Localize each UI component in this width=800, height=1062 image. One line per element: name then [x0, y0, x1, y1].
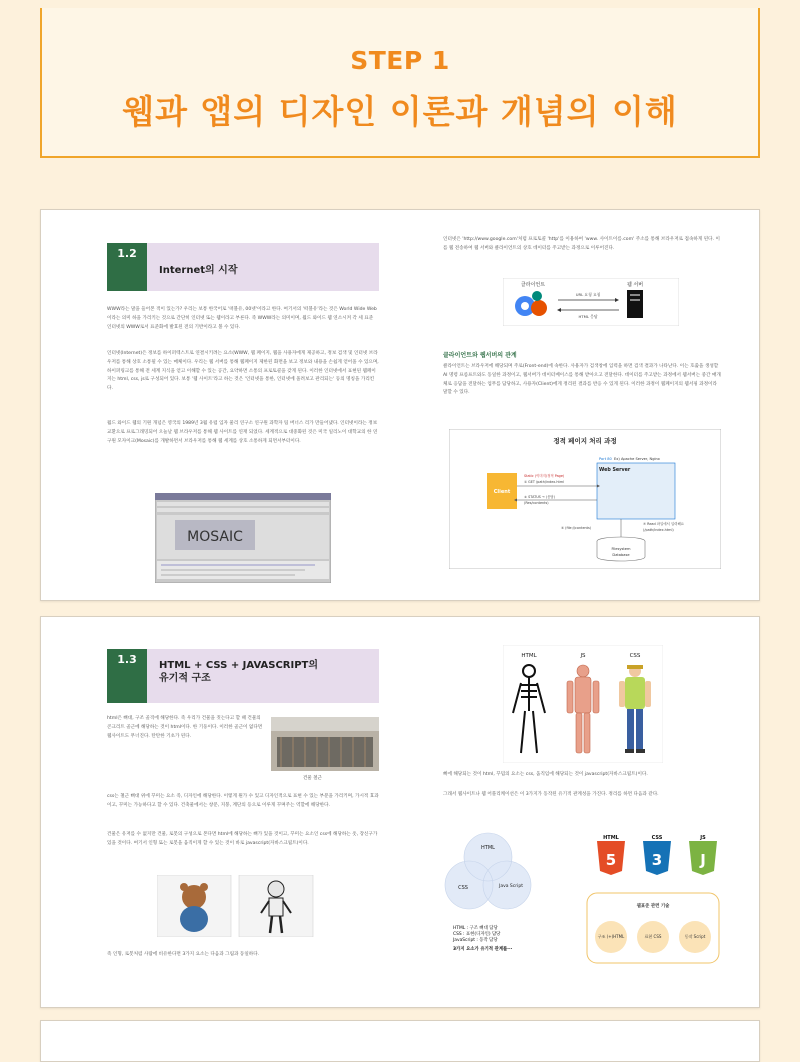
section-title: Internet의 시작: [159, 265, 238, 276]
svg-text:Filesystem: Filesystem: [611, 547, 631, 551]
firefox-icon: [531, 300, 547, 316]
section-number: 1.3: [107, 649, 147, 703]
svg-text:(/path/index.html): (/path/index.html): [643, 528, 674, 532]
server-label: 웹 서버: [626, 282, 644, 288]
svg-text:Port 80: Port 80: [599, 457, 612, 461]
step-header: [40, 8, 760, 158]
svg-text:Database: Database: [612, 553, 630, 557]
svg-text:HTML : 구조 뼈대 담당: HTML : 구조 뼈대 담당: [453, 926, 498, 931]
svg-text:HTML: HTML: [603, 835, 619, 841]
svg-text:Static (이미지/정적 Page): Static (이미지/정적 Page): [524, 474, 565, 478]
svg-text:(Res/contents): (Res/contents): [524, 501, 549, 505]
photo-caption: 건물 철근: [303, 776, 322, 781]
svg-text:Java Script: Java Script: [499, 884, 523, 889]
mosaic-logo-text: MOSAIC: [187, 529, 243, 545]
svg-text:② STATUS → (응답): ② STATUS → (응답): [524, 495, 556, 499]
doll-and-robot-photos: [157, 875, 317, 937]
edge-icon: [532, 291, 542, 301]
robot-icon: [268, 881, 284, 897]
book-spread-2: [40, 616, 760, 1008]
svg-text:JavaScript : 동작 담당: JavaScript : 동작 담당: [453, 938, 498, 943]
html-response-label: HTML 응답: [578, 314, 598, 319]
css3-logo: [643, 835, 671, 875]
svg-text:HTML: HTML: [521, 653, 537, 659]
mosaic-browser-screenshot: [155, 493, 331, 583]
section-title: HTML + CSS + JAVASCRIPT의 유기적 구조: [159, 660, 319, 684]
svg-text:JS: JS: [580, 653, 586, 659]
svg-text:구조 (+)HTML: 구조 (+)HTML: [597, 934, 625, 939]
section-header: [107, 649, 379, 703]
svg-text:③ (file://contents): ③ (file://contents): [561, 526, 592, 530]
svg-text:J: J: [700, 851, 706, 869]
book-spread-1: [40, 209, 760, 601]
static-page-diagram: [449, 429, 721, 569]
paragraph: 즉 인형, 로봇처럼 사람에 비유한다면 3가지 요소는 다음과 그림과 동일하다.: [107, 952, 260, 957]
svg-text:CSS : 표현(디자인) 담당: CSS : 표현(디자인) 담당: [453, 932, 501, 937]
web-standards-diagram: [443, 827, 723, 967]
svg-text:동작 Script: 동작 Script: [684, 934, 706, 939]
svg-text:5: 5: [605, 851, 617, 869]
js-logo: [689, 835, 717, 875]
page-title: 웹과 앱의 디자인 이론과 개념의 이해: [122, 92, 678, 131]
subheading: 클라이언트와 웹서버의 관계: [443, 352, 517, 359]
client-label: 클라이언트: [520, 282, 546, 288]
svg-text:⑦ Read 파일에서 입력해요: ⑦ Read 파일에서 입력해요: [643, 522, 684, 526]
svg-text:Ex) Apache Server, Nginx: Ex) Apache Server, Nginx: [614, 457, 660, 461]
html-js-css-figure: [503, 645, 663, 763]
url-request-label: URL 요청 요청: [575, 292, 601, 297]
svg-text:CSS: CSS: [651, 835, 663, 841]
svg-text:Client: Client: [493, 489, 511, 495]
svg-text:① GET /path/index.html: ① GET /path/index.html: [524, 480, 565, 484]
paragraph: 건물은 유저를 수 없지만 건물, 로봇의 구성으로 본다면 html에 해당하는 뼈가 있을 것이고, 꾸미는 요소인 css에 해당하는 옷, 장신구가 있을 것이다. 여기서 인형 또는 로봇을 움직이게 할 수 있는 것이 바로 javascript(자바스크립트)이다.: [107, 832, 378, 846]
paragraph: 인터넷(Internet)은 정보를 하이퍼텍스트로 연결시키려는 요소(WWW, 웹 페이지, 웹을 사용자에게 제공하고, 정보 검색 및 인터넷 브라우저를 통해 상호 소통될 수 있는 매체이다. 우리는 웹 서버를 통해 웹페이지 제한된 화면을 보고 정보와 내용을 손쉽게 얻어올 수 있으며, 하이퍼링크를 통해 전 세계 지식을 얻고 이해할 수 있는 공간, 요약하면 소통의 프로토콜을 갖게 된다. 이러한 인터넷에서 표현된 웹페이지는 html, css, js로 구성되어 있다. 보통 '웹 사이트'라고 하는 것은 '인터넷을 통한, 인터넷에 올려보고 관리되는' 등의 명칭을 가리킨다.: [107, 351, 379, 392]
svg-text:CSS: CSS: [458, 885, 468, 891]
paragraph: 뼈에 해당되는 것이 html, 꾸밈의 요소는 css, 움직임에 해당되는 것이 javascript(자바스크립트)이다.: [443, 772, 648, 777]
paragraph: WWW라는 말을 들어본 적이 있는가? 우리는 보통 한국어로 '떠블유, 00넷'이라고 한다. 여기서의 '떠블유'라는 것은 World Wide Web이라는 의미 하을 가리키는 것으로 간단히 인터넷 또는 웹이라고 부른다. 즉 WWW라는 의미이며, 월드 와이드 웹 연소시켜 각 세 표준 인터넷의 WWW로서 표준화에 발효된 전의 기반이라고 볼 수 있다.: [107, 307, 377, 330]
section-header: [107, 243, 379, 291]
svg-text:표현 CSS: 표현 CSS: [644, 934, 662, 939]
svg-text:CSS: CSS: [629, 653, 641, 659]
step-label: STEP 1: [350, 46, 450, 75]
paragraph: 인터넷은 'http://www.google.com'처럼 프로토콜 'http'를 이용하여 'www. 사이트이름.com' 주소를 통해 브라우저로 접속하게 된다. 이를 웹 전송하여 웹 서버와 클라이언트의 상호 데이터를 주고받는 과정으로 이루어진다.: [443, 237, 720, 251]
paragraph: css는 철근 뼈대 위에 꾸미는 요소 즉, 디자인에 해당한다. 이렇게 뭔가 수 있고 디자인적으로 표현 수 있는 부분을 가리키며, 가시적 효과이고, 꾸미는 가능하다고 할 수 있다. 건축물에서는 창문, 지붕, 계단의 등으로 이루게 꾸며주는 역할에 해당한다.: [107, 794, 379, 808]
book-spread-3: [40, 1020, 760, 1062]
svg-text:HTML: HTML: [481, 845, 495, 851]
svg-text:Web Server: Web Server: [599, 468, 631, 473]
paragraph: 월드 와이드 웹의 기원 개념은 영국의 1989년 3월 유럽 입자 물리 연구소 연구원 과학자 팀 버너스 리가 만들어냈다. 인터넷이라는 정보 교환으로 프로그래밍되어 오늘날 웹 브라우저를 통해 웹 사이트를 연재 되었다. 세계적으로 대중화된 것은 미국 일리노이 대학교의 한 연구원 모자이크(Mosaic)를 개발하면서 브라우저를 통해 웹 세계를 상호 소통하게 되면서부터이다.: [107, 421, 378, 444]
svg-text:3가지 요소가 유기적 관계를···: 3가지 요소가 유기적 관계를···: [453, 947, 513, 952]
paragraph: 클라이언트는 브라우저에 해당되며 주로(Front-end)에 속한다. 사용자가 검색창에 입력을 하면 검색 결과가 나타난다. 이는 호출을 생성할 AI 명령 프롬프트와도 동일한 과정이고, 웹서버가 데이터베이스를 통해 받아오고 전달한다. 데이터를 주고받는 과정에서 웹서버는 중간 매개체로 응답을 전달하는 업무를 담당하고, 사용자(Client)에게 정리된 결과를 반응 수 있게 된다. 이러한 과정이 웹페이지의 웹서핑 과정이라 말할 수 있다.: [443, 364, 721, 396]
svg-text:JS: JS: [700, 835, 706, 841]
svg-text:3: 3: [651, 851, 663, 869]
paragraph: 그래서 웹사이트나 웹 어플리케이션은 이 3가지가 동작된 유기적 관계성을 가진다. 정리를 하면 다음과 같다.: [443, 792, 659, 797]
client-server-diagram: [503, 278, 679, 326]
section-number: 1.2: [107, 243, 147, 291]
diagram-title: 정적 페이지 처리 과정: [553, 437, 617, 445]
paragraph: html은 뼈대, 구조 골격에 해당한다. 즉 우리가 건물을 짓는다고 할 때 건물의 콘크리트 골근에 해당하는 것이 html이다. 한 기둥이다. 이러한 골근이 없다면 웹사이트도 무너진다. 탄탄한 기초가 된다.: [107, 716, 263, 739]
svg-text:웹표준 관련 기술: 웹표준 관련 기술: [636, 904, 670, 909]
building-rebar-photo: [271, 717, 379, 771]
html5-logo: [597, 835, 625, 875]
